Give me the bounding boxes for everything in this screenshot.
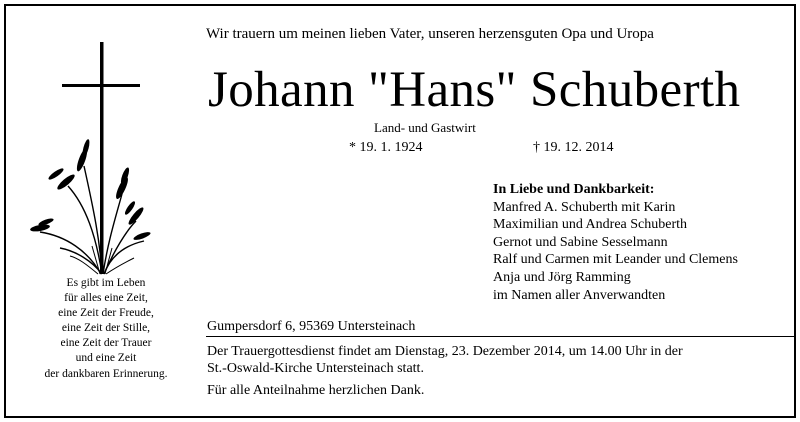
poem-line: eine Zeit der Trauer xyxy=(60,337,152,350)
mourner-line: Maximilian und Andrea Schuberth xyxy=(493,217,688,233)
mourner-line: Ralf und Carmen mit Leander und Clemens xyxy=(493,252,738,268)
poem-line: eine Zeit der Stille, xyxy=(61,322,151,335)
poem-line: der dankbaren Erinnerung. xyxy=(44,367,168,380)
death-date: † 19. 12. 2014 xyxy=(533,140,614,155)
thanks-text: Für alle Anteilnahme herzlichen Dank. xyxy=(207,383,425,398)
profession: Land- und Gastwirt xyxy=(374,120,476,135)
birth-date: * 19. 1. 1924 xyxy=(349,140,423,155)
mourners-list xyxy=(493,181,738,304)
poem-line: und eine Zeit xyxy=(75,352,137,365)
cross-with-wheat-icon xyxy=(26,36,151,276)
mourner-line: Gernot und Sabine Sesselmann xyxy=(493,234,668,250)
service-line: Der Trauergottesdienst findet am Dienstag, 23. Dezember 2014, um 14.00 Uhr in der xyxy=(207,344,683,359)
mourner-line: im Namen aller Anverwandten xyxy=(493,287,666,303)
deceased-name: Johann "Hans" Schuberth xyxy=(208,62,741,118)
address: Gumpersdorf 6, 95369 Untersteinach xyxy=(207,319,416,334)
mourner-line: Manfred A. Schuberth mit Karin xyxy=(493,199,676,215)
mourner-line: Anja und Jörg Ramming xyxy=(493,269,631,285)
poem-line: für alles eine Zeit, xyxy=(64,292,148,305)
service-line: St.-Oswald-Kirche Untersteinach statt. xyxy=(207,361,424,377)
obituary-notice xyxy=(4,4,796,418)
intro-text: Wir trauern um meinen lieben Vater, unseren herzensguten Opa und Uropa xyxy=(206,26,654,42)
poem-line: Es gibt im Leben xyxy=(66,277,146,289)
service-info xyxy=(207,343,683,378)
poem-line: eine Zeit der Freude, xyxy=(58,307,154,320)
poem-block xyxy=(20,276,192,382)
divider xyxy=(206,336,794,337)
mourners-heading: In Liebe und Dankbarkeit: xyxy=(493,182,655,197)
